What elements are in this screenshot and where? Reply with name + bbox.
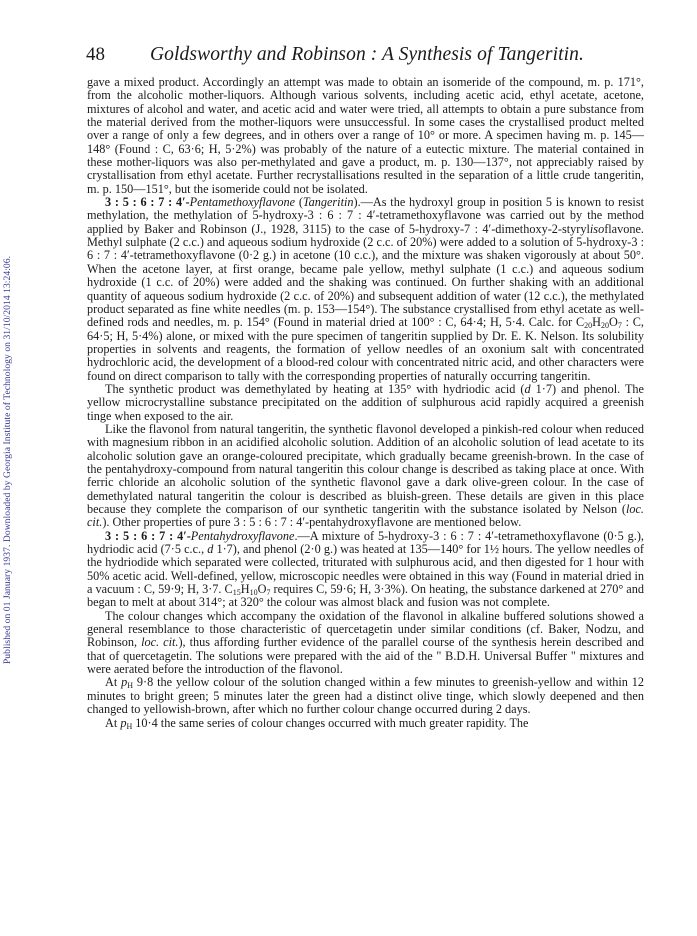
bold-text: 3 : 5 : 6 : 7 : 4′-	[105, 528, 191, 543]
italic-text: loc. cit.	[87, 502, 644, 530]
text-run: At	[105, 715, 121, 730]
download-notice: Published on 01 January 1937. Downloaded by Georgia Institute of Technology on 31/10/2014 13:24:06.	[2, 255, 13, 665]
text-run: H	[240, 582, 250, 597]
text-run: H	[592, 315, 602, 330]
text-run: Like the flavonol from natural tangeritin, the synthetic flavonol developed a pinkish-red colour when reduced with magnesium ribbon in an acidified alcoholic solution. Addition of an alcoholic solution of lead acetate to its alcoholic solution gave an orange-coloured precipitate, which gradually became greenish-brown. In the case of the pentahydroxy-compound from natural tangeritin this colour change is described as taking place at once. With ferric chloride an alcoholic solution of the synthetic flavonol gave a dark olive-green colour. In the case of demethylated natural tangeritin the colour is described as bluish-green. These details are given in this place because they complete the comparison of our synthetic tangeritin with the substance isolated by Nelson (	[87, 421, 644, 516]
paragraph	[87, 383, 644, 423]
subscript-text: 10	[249, 588, 258, 598]
text-run: At	[105, 675, 122, 690]
text-run: 9·8 the yellow colour of the solution changed within a few minutes to greenish-yellow and within 12 minutes to bright green; 5 minutes later the green had a distinct olive tinge, which slowly deepened and then changed to yellowish-brown, after which no further colour change occurred during 2 days.	[87, 675, 645, 717]
italic-text: iso	[589, 221, 605, 236]
paragraph	[87, 530, 644, 610]
text-run: (	[295, 195, 303, 210]
subscript-text: 15	[232, 588, 241, 598]
text-run: The synthetic product was demethylated by heating at 135° with hydriodic acid (	[105, 381, 525, 396]
running-title: Goldsworthy and Robinson : A Synthesis of Tangeritin.	[150, 44, 584, 65]
text-run: 10·4 the same series of colour changes occurred with much greater rapidity. The	[132, 715, 529, 730]
text-run: ), thus affording further evidence of the parallel course of the synthesis herein described and that of quercetagetin. The solutions were prepared with the aid of the " B.D.H. Universal Buffer " mixtures and were aerated before the introduction of the flavonol.	[87, 635, 645, 677]
italic-text: d	[524, 381, 531, 396]
page-header	[86, 42, 641, 68]
paragraph	[87, 610, 644, 677]
text-run: flavone. Methyl sulphate (2 c.c.) and aqueous sodium hydroxide (2 c.c. of 20%) were added to a solution of 5-hydroxy-3 : 6 : 7 : 4′-tetramethoxyflavone (0·2 g.) in acetone (10 c.c.), and the mixture was shaken vigorously at about 50°. When the acetone layer, at first orange, became pale yellow, methyl sulphate (1 c.c.) and aqueous sodium hydroxide (1 c.c. of 20%) were added and the shaking was continued. On further shaking with an additional quantity of aqueous sodium hydroxide (2 c.c. of 20%) and subsequent addition of water (12 c.c.), the methylated product separated as fine white needles (m. p. 153—154°). The substance crystallised from ethyl acetate as well-defined rods and needles, m. p. 154° (Found in material dried at 100° : C, 64·4; H, 5·4. Calc. for C	[87, 221, 644, 330]
paragraph	[87, 76, 644, 196]
italic-text: loc. cit.	[141, 635, 179, 650]
page-number: 48	[86, 44, 105, 65]
paragraph	[87, 717, 644, 730]
bold-text: 3 : 5 : 6 : 7 : 4′-	[105, 195, 190, 210]
article-body	[87, 76, 644, 730]
subscript-text: 7	[266, 588, 271, 598]
italic-text: Pentahydroxyflavone	[190, 528, 295, 543]
italic-text: Tangeritin	[302, 195, 354, 210]
text-run: gave a mixed product. Accordingly an attempt was made to obtain an isomeride of the compound, m. p. 171°, from the alcoholic mother-liquors. Although various solvents, including acetic acid, ethyl acetate, acetone, mixtures of alcohol and water, and acetic acid and water were tried, all attempts to obtain a pure substance from the material derived from the mother-liquors were unsuccessful. In some cases the crystallised product melted over a range of only a few degrees, and in others over a range of 10° or more. A specimen having m. p. 145—148° (Found : C, 63·6; H, 5·2%) was probably of the nature of a eutectic mixture. The material contained in these mother-liquors was also per-methylated and gave a product, m. p. 130—137°, not appreciably raised by crystallisation from ethyl acetate. Further recrystallisations resulted in the separation of a little crude tangeritin, m. p. 150—151°, but the isomeride could not be isolated.	[87, 75, 644, 196]
italic-text: p	[121, 675, 128, 690]
text-run: The colour changes which accompany the oxidation of the flavonol in alkaline buffered solutions showed a general resemblance to those characteristic of quercetagetin under similar conditions (cf. Baker, Nodzu, and Robinson,	[87, 608, 644, 650]
subscript-text: 20	[601, 321, 610, 331]
download-sidebar	[0, 100, 16, 820]
text-run: O	[609, 315, 618, 330]
text-run: ). Other properties of pure 3 : 5 : 6 : 7 : 4′-pentahydroxyflavone are mentioned below.	[102, 515, 522, 530]
text-run: 1·7), and phenol (2·0 g.) was heated at 135—140° for 1½ hours. The yellow needles of the hydriodide which separated were collected, triturated with sulphurous acid, and then digested for 1 hour with 50% acetic acid. Well-defined, yellow, microscopic needles were obtained in this way (Found in material dried in a vacuum : C, 59·9; H, 3·7. C	[87, 542, 644, 597]
text-run: : C, 64·5; H, 5·4%) alone, or mixed with the pure specimen of tangeritin supplied by Dr. E. K. Nelson. Its solubility properties in solvents and reagents, the formation of yellow needles of an oxonium salt with concentrated hydrochloric acid, the development of a blood-red colour with concentrated nitric acid, and other characters were found on direct comparison to tally with the corresponding properties of naturally occurring tangeritin.	[87, 315, 644, 383]
italic-text: Pentamethoxyflavone	[189, 195, 296, 210]
subscript-text: 7	[617, 321, 622, 331]
text-run: requires C, 59·6; H, 3·3%). On heating, the substance darkened at 270° and began to melt at about 314°; at 320° the colour was almost black and fusion was not complete.	[87, 582, 644, 610]
subscript-text: 20	[584, 321, 593, 331]
paragraph	[87, 423, 644, 530]
italic-text: p	[120, 715, 127, 730]
text-run: 1·7) and phenol. The yellow microcrystalline substance precipitated on the addition of sulphurous acid rapidly acquired a greenish tinge when exposed to the air.	[87, 381, 644, 423]
subscript-text: H	[126, 721, 133, 731]
paragraph	[87, 676, 644, 716]
text-run: ).—As the hydroxyl group in position 5 is known to resist methylation, the methylation of 5-hydroxy-3 : 6 : 7 : 4′-tetramethoxyflavone was carried out by the method applied by Baker and Robinson (J., 1928, 3115) to the case of 5-hydroxy-7 : 4′-dimethoxy-2-styryl	[87, 195, 644, 236]
text-run: .—A mixture of 5-hydroxy-3 : 6 : 7 : 4′-tetramethoxyflavone (0·5 g.), hydriodic acid (7·5 c.c.,	[87, 528, 644, 557]
text-run: O	[257, 582, 267, 597]
italic-text: d	[207, 542, 214, 557]
paragraph	[87, 196, 644, 383]
subscript-text: H	[127, 681, 134, 691]
